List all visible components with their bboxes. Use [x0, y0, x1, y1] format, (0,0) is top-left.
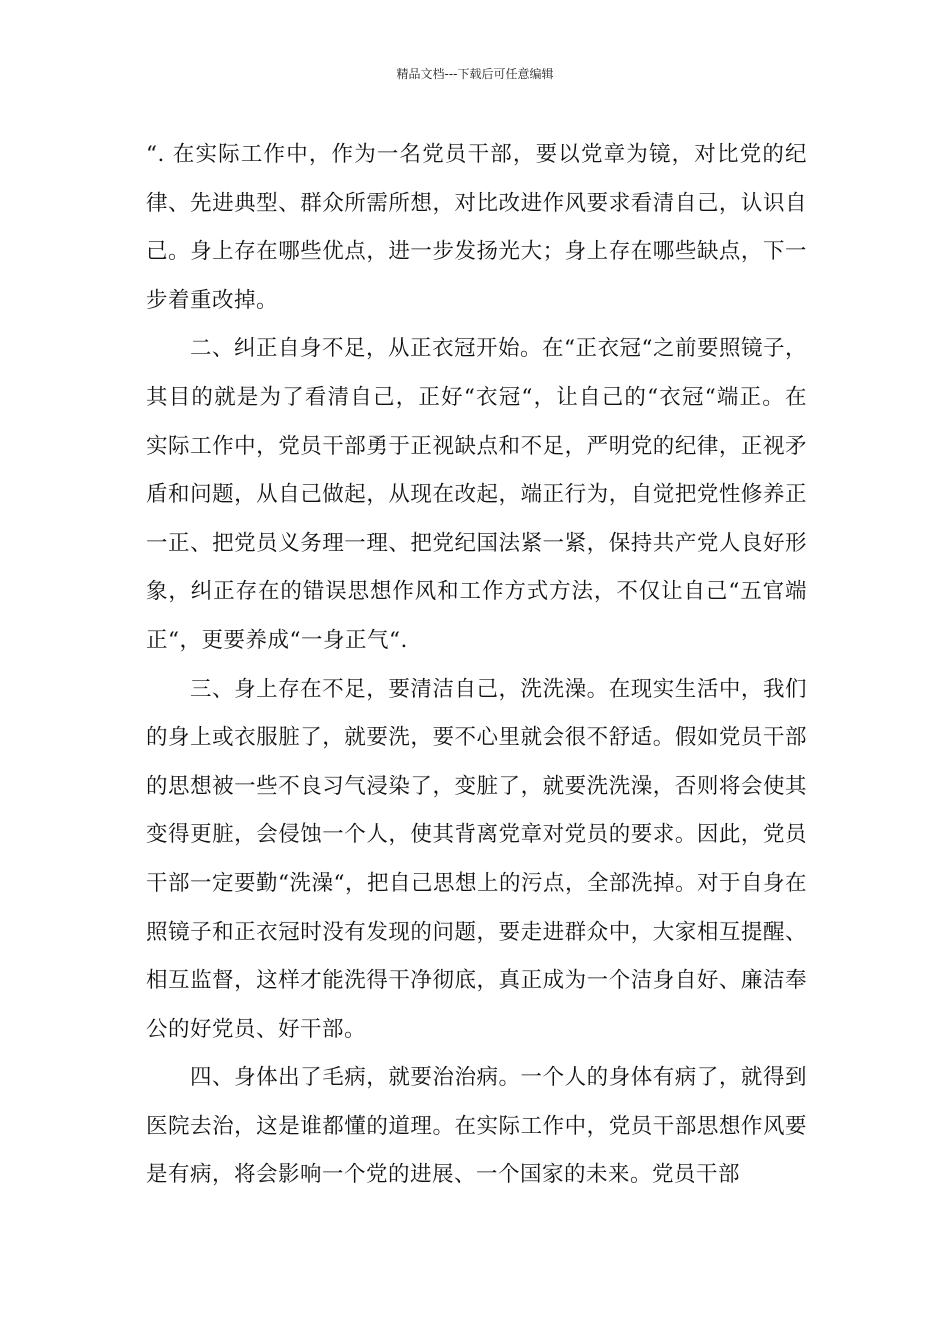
paragraph-section-3: 三、身上存在不足，要清洁自己，洗洗澡。在现实生活中，我们的身上或衣服脏了，就要洗，要不心里就会很不舒适。假如党员干部的思想被一些不良习气浸染了，变脏了，就要洗洗澡，否则将会使其变得更脏，会侵蚀一个人，使其背离党章对党员的要求。因此，党员干部一定要勤“洗澡“，把自己思想上的污点，全部洗掉。对于自身在照镜子和正衣冠时没有发现的问题，要走进群众中，大家相互提醒、相互监督，这样才能洗得干净彻底，真正成为一个洁身自好、廉洁奉公的好党员、好干部。	[146, 676, 807, 1042]
paragraph-section-2: 二、纠正自身不足，从正衣冠开始。在“正衣冠“之前要照镜子，其目的就是为了看清自己，正好“衣冠“，让自己的“衣冠“端正。在实际工作中，党员干部勇于正视缺点和不足，严明党的纪律，正视矛盾和问题，从自己做起，从现在改起，端正行为，自觉把党性修养正一正、把党员义务理一理、把党纪国法紧一紧，保持共产党人良好形象，纠正存在的错误思想作风和工作方式方法，不仅让自己“五官端正“，更要养成“一身正气“.	[146, 336, 807, 653]
paragraph-continuation: “. 在实际工作中，作为一名党员干部，要以党章为镜，对比党的纪律、先进典型、群众所需所想，对比改进作风要求看清自己，认识自己。身上存在哪些优点，进一步发扬光大；身上存在哪些缺点，下一步着重改掉。	[146, 142, 807, 313]
paragraph-section-4: 四、身体出了毛病，就要治治病。一个人的身体有病了，就得到医院去治，这是谁都懂的道理。在实际工作中，党员干部思想作风要是有病，将会影响一个党的进展、一个国家的未来。党员干部	[146, 1065, 807, 1188]
document-body	[146, 131, 807, 1200]
page-header: 精品文档---下载后可任意编辑	[396, 67, 554, 81]
